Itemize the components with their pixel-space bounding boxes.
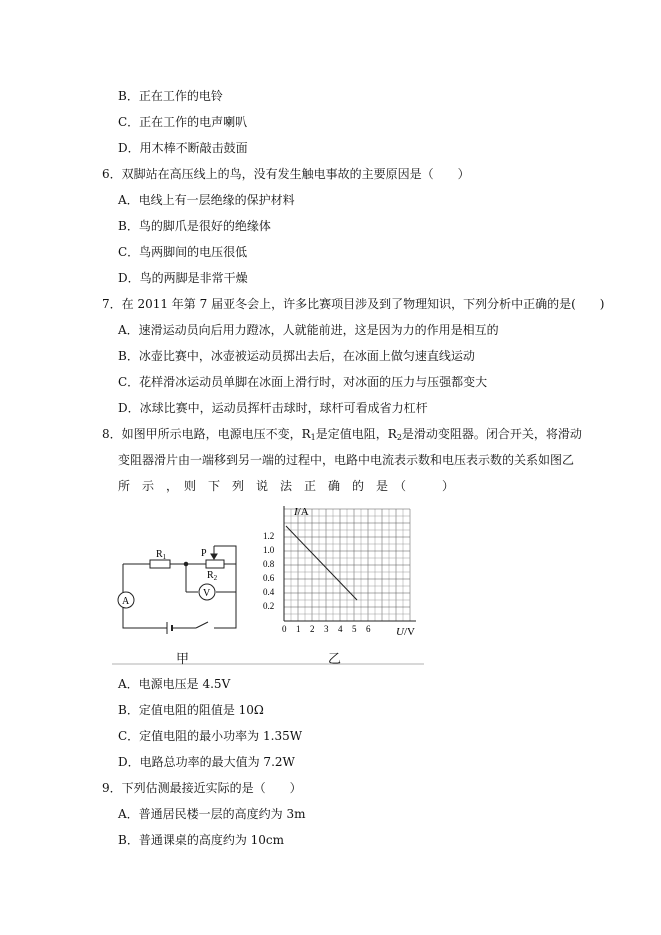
y-tick: 0.8	[263, 559, 275, 569]
question-8-option-b: B．定值电阻的阻值是 10Ω	[118, 703, 264, 717]
x-tick: 6	[366, 624, 371, 634]
question-9-option-a: A．普通居民楼一层的高度约为 3m	[118, 807, 306, 821]
x-tick: 1	[296, 624, 301, 634]
wire-right	[214, 564, 236, 628]
x-tick: 0	[282, 624, 287, 634]
ammeter-label: A	[122, 596, 130, 607]
circuit-diagram	[118, 546, 236, 634]
p-label: P	[201, 548, 207, 559]
question-8-option-c: C．定值电阻的最小功率为 1.35W	[118, 729, 303, 743]
r2-label: $R_2$	[207, 570, 218, 582]
voltmeter-label: V	[203, 588, 211, 599]
figure-label-jia: 甲	[176, 652, 190, 667]
switch-lever	[196, 622, 208, 628]
junction-dot	[184, 562, 188, 566]
question-8-line-3: 所 示 ， 则 下 列 说 法 正 确 的 是 （ ）	[118, 479, 455, 493]
question-6-option-c: C．鸟两脚间的电压很低	[118, 245, 248, 259]
option-d-drum: D．用木棒不断敲击鼓面	[118, 141, 248, 155]
slider-wire	[214, 546, 236, 564]
question-8-option-a: A．电源电压是 4.5V	[118, 677, 231, 691]
question-7-stem: 7．在 2011 年第 7 届亚冬会上，许多比赛项目涉及到了物理知识，下列分析中正确的是( )	[102, 297, 605, 311]
y-tick: 0.4	[263, 587, 275, 597]
y-tick: 0.2	[263, 601, 275, 611]
question-8-line-1: 8．如图甲所示电路，电源电压不变，$R_1$是定值电阻，$R_2$是滑动变阻器。闭合开关，将滑动	[102, 427, 582, 442]
y-tick: 1.0	[263, 545, 275, 555]
question-7-option-c: C．花样滑冰运动员单脚在冰面上滑行时，对冰面的压力与压强都变大	[118, 375, 488, 389]
option-b-bell: B．正在工作的电铃	[118, 89, 223, 103]
option-c-speaker: C．正在工作的电声喇叭	[118, 115, 248, 129]
resistor-r1	[150, 560, 170, 568]
graph-y-label: I/A	[294, 506, 309, 518]
question-9-stem: 9．下列估测最接近实际的是（ ）	[102, 781, 302, 795]
question-6-option-d: D．鸟的两脚是非常干燥	[118, 271, 248, 285]
question-9-option-b: B．普通课桌的高度约为 10cm	[118, 833, 285, 847]
question-7-option-a: A．速滑运动员向后用力蹬冰，人就能前进，这是因为力的作用是相互的	[118, 323, 499, 337]
question-8-line-2: 变阻器滑片由一端移到另一端的过程中，电路中电流表示数和电压表示数的关系如图乙	[118, 453, 575, 467]
y-tick: 1.2	[263, 531, 275, 541]
question-8-option-d: D．电路总功率的最大值为 7.2W	[118, 755, 295, 769]
r1-label: $R_1$	[156, 549, 167, 561]
resistor-r2	[206, 560, 224, 568]
question-6-option-a: A．电线上有一层绝缘的保护材料	[118, 193, 295, 207]
graph-x-label: U/V	[396, 626, 415, 638]
question-6-option-b: B．鸟的脚爪是很好的绝缘体	[118, 219, 271, 233]
question-7-option-d: D．冰球比赛中，运动员挥杆击球时，球杆可看成省力杠杆	[118, 401, 428, 415]
x-tick: 3	[324, 624, 329, 634]
figure-label-yi: 乙	[328, 652, 342, 667]
graph-grid	[284, 506, 416, 621]
x-tick: 2	[310, 624, 315, 634]
x-tick: 5	[352, 624, 357, 634]
question-8-figure	[112, 496, 424, 672]
y-tick: 0.6	[263, 573, 275, 583]
question-6-stem: 6．双脚站在高压线上的鸟，没有发生触电事故的主要原因是（ ）	[102, 167, 470, 181]
slider-arrow-head	[211, 554, 217, 559]
question-7-option-b: B．冰壶比赛中，冰壶被运动员掷出去后，在冰面上做匀速直线运动	[118, 349, 475, 363]
x-tick: 4	[338, 624, 343, 634]
